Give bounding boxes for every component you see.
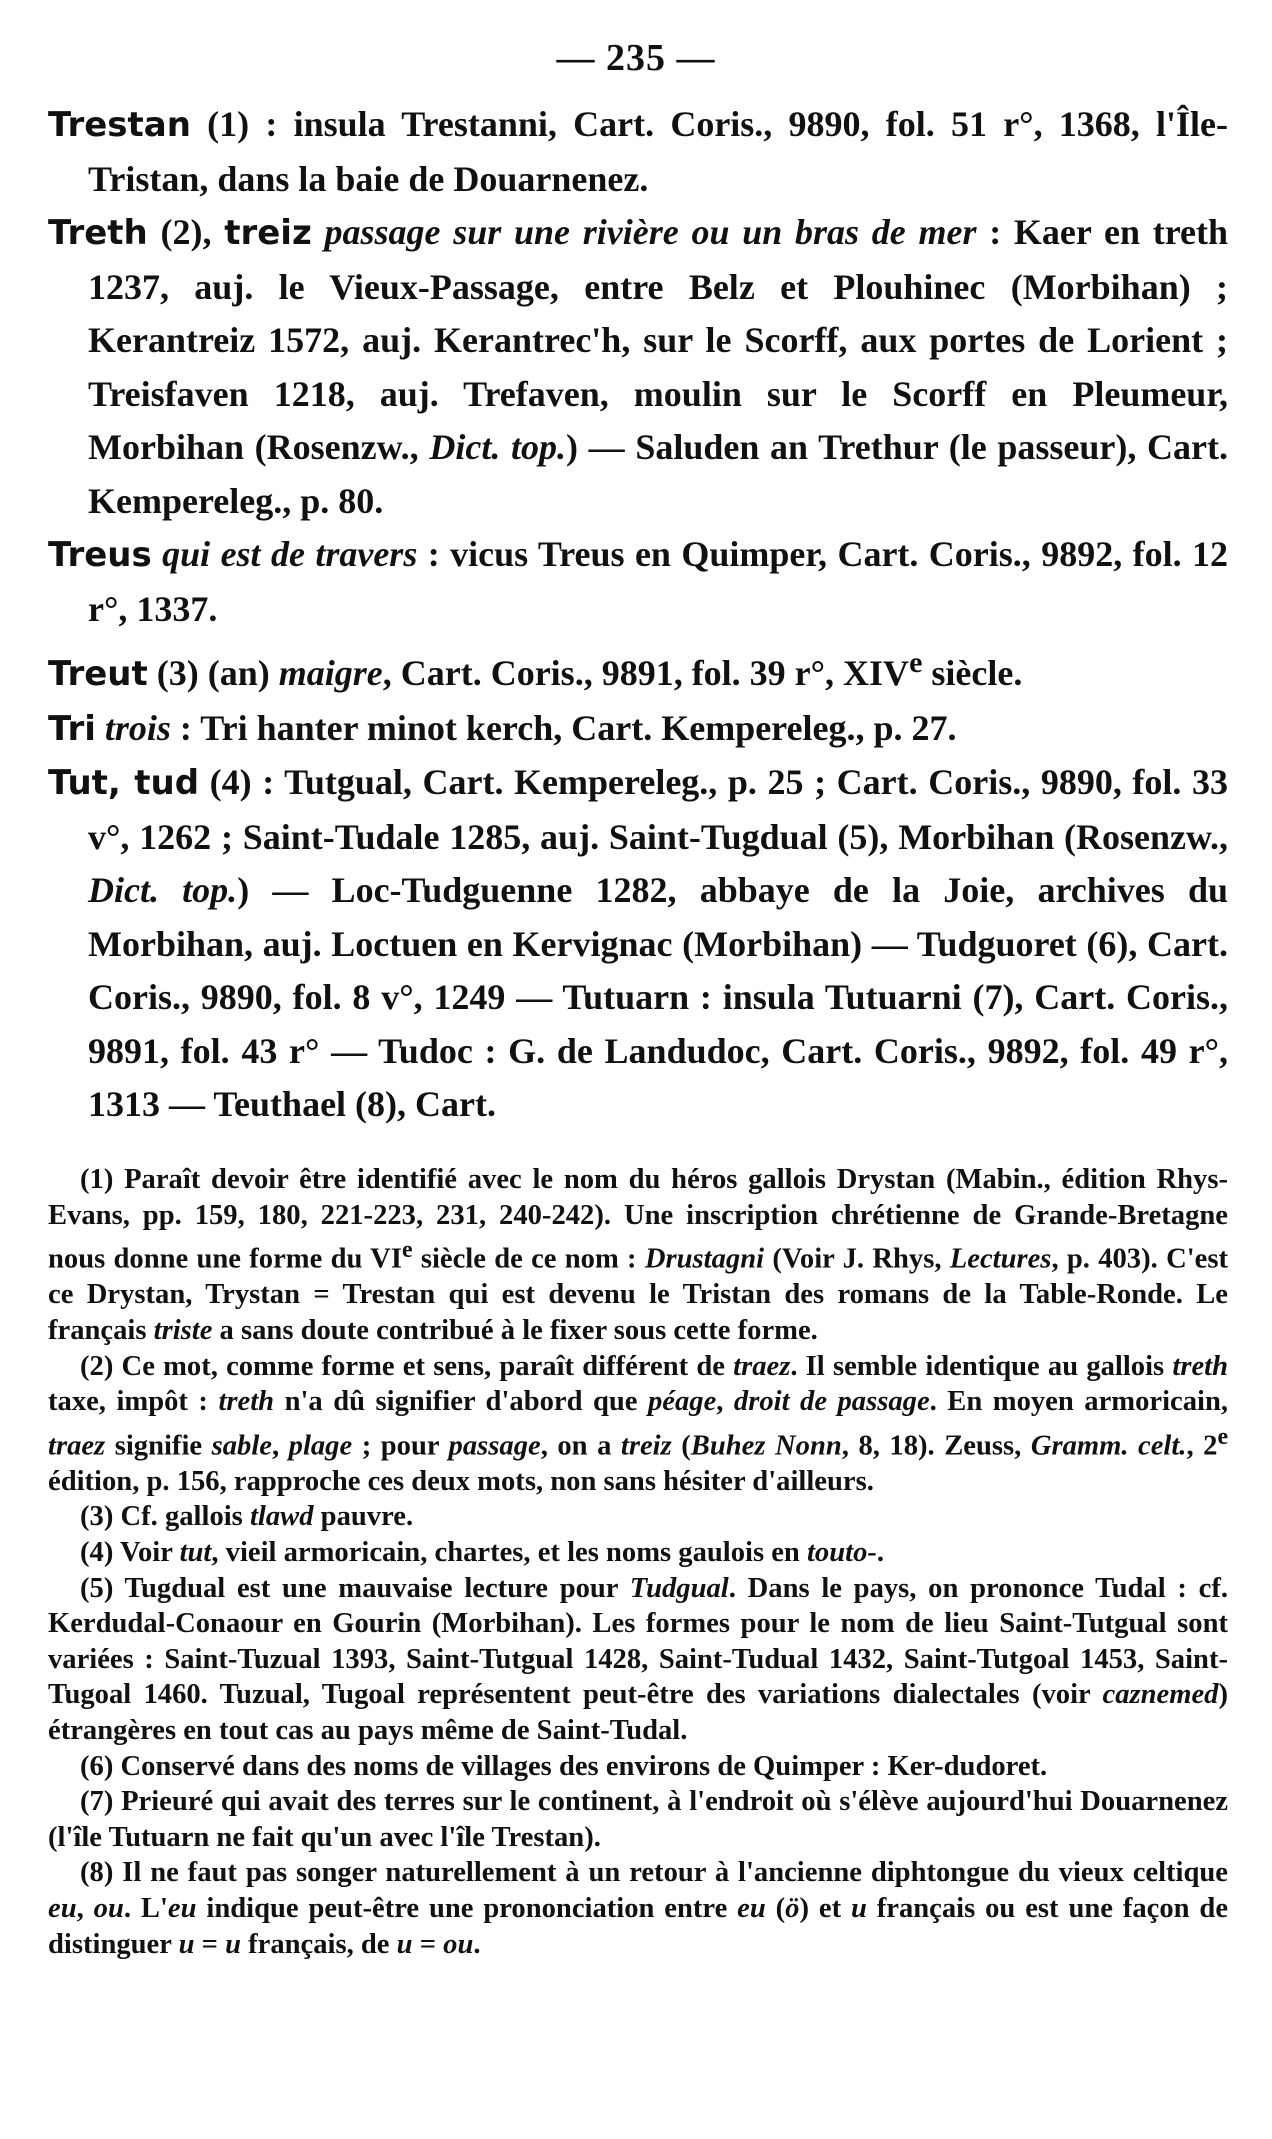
entry-headword: Treth: [48, 213, 148, 253]
entry-body: trois : Tri hanter minot kerch, Cart. Kempereleg., p. 27.: [104, 707, 957, 748]
entry-headword: Treus: [48, 535, 152, 575]
footnote: (3) Cf. gallois tlawd pauvre.: [80, 1501, 414, 1533]
entry-body: (1) : insula Trestanni, Cart. Coris., 9890, fol. 51 r°, 1368, l'Île-Tristan, dans la baie de Douarnenez.: [88, 104, 1228, 199]
entry-body: (3) (an) maigre, Cart. Coris., 9891, fol. 39 r°, XIVe siècle.: [156, 646, 1023, 693]
footnote: (5) Tugdual est une mauvaise lecture pour Tudgual. Dans le pays, on prononce Tudal : cf. Kerdudal-Conaour en Gourin (Morbihan). Les formes pour le nom de lieu Saint-Tutgual sont variées : Saint-Tuzual 1393, Saint-Tutgual 1428, Saint-Tudual 1432, Saint-Tutgoal 1453, Saint-Tugoal 1460. Tuzual, Tugoal représentent peut-être des variations dialectales (voir caznemed) étrangères en tout cas au pays même de Saint-Tudal.: [48, 1572, 1228, 1746]
footnotes: [48, 1162, 1228, 1962]
entry-headword: Trestan: [48, 105, 191, 145]
entry-body: qui est de travers : vicus Treus en Quimper, Cart. Coris., 9892, fol. 12 r°, 1337.: [88, 534, 1228, 629]
entry-body: (4) : Tutgual, Cart. Kempereleg., p. 25 ; Cart. Coris., 9890, fol. 33 v°, 1262 ; Saint-Tudale 1285, auj. Saint-Tugdual (5), Morbihan (Rosenzw., Dict. top.) — Loc-Tudguenne 1282, abbaye de la Joie, archives du Morbihan, auj. Loctuen en Kervignac (Morbihan) — Tudguoret (6), Cart. Coris., 9890, fol. 8 v°, 1249 — Tutuarn : insula Tutuarni (7), Cart. Coris., 9891, fol. 43 r° — Tudoc : G. de Landudoc, Cart. Coris., 9892, fol. 49 r°, 1313 — Teuthael (8), Cart.: [88, 762, 1229, 1124]
entry: [48, 206, 1228, 528]
footnote: (1) Paraît devoir être identifié avec le nom du héros gallois Drystan (Mabin., édition Rhys-Evans, pp. 159, 180, 221-223, 231, 240-242). Une inscription chrétienne de Grande-Bretagne nous donne une forme du VIe siècle de ce nom : Drustagni (Voir J. Rhys, Lectures, p. 403). C'est ce Drystan, Trystan = Trestan qui est devenu le Tristan des romans de la Table-Ronde. Le français triste a sans doute contribué à le fixer sous cette forme.: [48, 1164, 1228, 1346]
footnote: (8) Il ne faut pas songer naturellement à un retour à l'ancienne diphtongue du vieux celtique eu, ou. L'eu indique peut-être une prononciation entre eu (ö) et u français ou est une façon de distinguer u = u français, de u = ou.: [48, 1857, 1229, 1960]
entry: [48, 636, 1228, 702]
entry-headword: Tri: [48, 708, 96, 749]
footnote: (2) Ce mot, comme forme et sens, paraît différent de traez. Il semble identique au gallois treth taxe, impôt : treth n'a dû signifier d'abord que péage, droit de passage. En moyen armoricain, traez signifie sable, plage ; pour passage, on a treiz (Buhez Nonn, 8, 18). Zeuss, Gramm. celt., 2e édition, p. 156, rapproche ces deux mots, non sans hésiter d'ailleurs.: [48, 1350, 1229, 1497]
footnote: (6) Conservé dans des noms de villages des environs de Quimper : Ker-dudoret.: [80, 1750, 1048, 1782]
entry: [48, 98, 1228, 206]
entry: [48, 528, 1228, 636]
entry: [48, 756, 1228, 1132]
entry-body: (2), treiz passage sur une rivière ou un bras de mer : Kaer en treth 1237, auj. le Vieux-Passage, entre Belz et Plouhinec (Morbihan) ; Kerantreiz 1572, auj. Kerantrec'h, sur le Scorff, aux portes de Lorient ; Treisfaven 1218, auj. Trefaven, moulin sur le Scorff en Pleumeur, Morbihan (Rosenzw., Dict. top.) — Saluden an Trethur (le passeur), Cart. Kempereleg., p. 80.: [88, 212, 1229, 521]
footnote: (7) Prieuré qui avait des terres sur le continent, à l'endroit où s'élève aujourd'hui Douarnenez (l'île Tutuarn ne fait qu'un avec l'île Trestan).: [48, 1786, 1228, 1853]
entry: [48, 702, 1228, 757]
page-number: — 235 —: [556, 37, 716, 79]
entry-headword: Treut: [48, 654, 148, 694]
footnote: (4) Voir tut, vieil armoricain, chartes, et les noms gaulois en touto-.: [80, 1537, 885, 1568]
entry-headword: Tut, tud: [48, 763, 200, 803]
dictionary-entries: [48, 98, 1228, 1132]
